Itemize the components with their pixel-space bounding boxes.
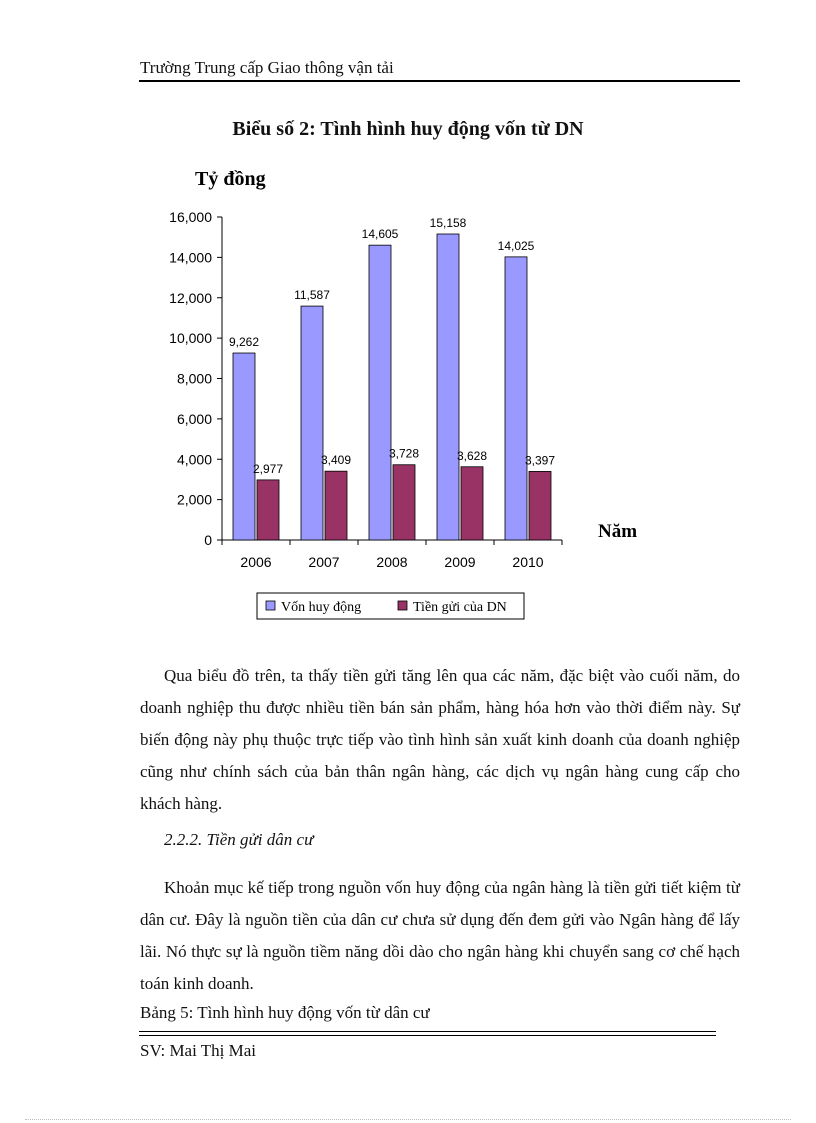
chart-title: Biểu số 2: Tình hình huy động vốn từ DN [232,118,584,140]
bar-von-huy-dong [369,245,391,540]
legend-swatch [266,601,275,610]
legend-swatch [398,601,407,610]
data-label: 15,158 [429,215,467,230]
footer-rule-double [139,1035,716,1036]
data-label: 2,977 [252,461,284,476]
y-tick-label: 2,000 [176,491,212,508]
y-tick-label: 14,000 [169,249,212,266]
bar-von-huy-dong [301,306,323,540]
x-tick-label: 2006 [240,554,272,570]
data-label: 3,728 [388,446,420,461]
x-tick-label: 2007 [308,554,340,570]
y-tick-label: 16,000 [169,209,212,225]
bar-von-huy-dong [437,234,459,540]
data-label: 14,605 [361,227,399,242]
data-label: 3,397 [524,453,556,468]
data-label: 3,628 [456,448,488,463]
bar-tien-gui-dn [529,471,551,540]
legend-label: Vốn huy động [281,600,362,615]
section-subheading: 2.2.2. Tiền gửi dân cư [164,830,314,849]
page-footer: SV: Mai Thị Mai [140,1041,257,1060]
y-tick-label: 12,000 [169,289,212,306]
footer-rule [139,1031,716,1032]
bar-tien-gui-dn [257,480,279,540]
table-caption: Bảng 5: Tình hình huy động vốn từ dân cư [140,1003,430,1022]
y-tick-label: 6,000 [176,410,212,427]
y-tick-label: 10,000 [169,330,212,347]
y-axis-label: Tỷ đồng [195,168,266,190]
data-label: 14,025 [497,238,535,253]
bar-von-huy-dong [505,257,527,540]
x-tick-label: 2010 [512,554,544,570]
bar-tien-gui-dn [325,471,347,540]
paragraph-2: Khoản mục kế tiếp trong nguồn vốn huy động của ngân hàng là tiền gửi tiết kiệm từ dân cư. Đây là nguồn tiền của dân cư chưa sử dụng đến đem gửi vào Ngân hàng để lấy lãi. Nó thực sự là nguồn tiềm năng dồi dào cho ngân hàng khi chuyển sang cơ chế hạch toán kinh doanh. [140,878,740,993]
y-tick-label: 0 [204,532,212,548]
page-edge [25,1119,791,1120]
paragraph-1: Qua biểu đồ trên, ta thấy tiền gửi tăng lên qua các năm, đặc biệt vào cuối năm, do doanh nghiệp thu được nhiều tiền bán sản phẩm, hàng hóa hơn vào thời điểm này. Sự biến động này phụ thuộc trực tiếp vào tình hình sản xuất kinh doanh của doanh nghiệp cũng như chính sách của bản thân ngân hàng, các dịch vụ ngân hàng cung cấp cho khách hàng. [140,666,740,813]
data-label: 3,409 [320,453,352,468]
data-label: 9,262 [228,335,260,350]
data-label: 11,587 [294,288,330,303]
bar-von-huy-dong [233,353,255,540]
bar-tien-gui-dn [393,465,415,540]
y-tick-label: 8,000 [176,370,212,387]
bar-tien-gui-dn [461,467,483,540]
page-header: Trường Trung cấp Giao thông vận tải [140,58,394,77]
x-tick-label: 2009 [444,554,476,570]
x-tick-label: 2008 [376,554,408,570]
x-axis-label: Năm [598,521,638,542]
legend-label: Tiền gửi của DN [413,600,507,615]
y-tick-label: 4,000 [176,451,212,468]
